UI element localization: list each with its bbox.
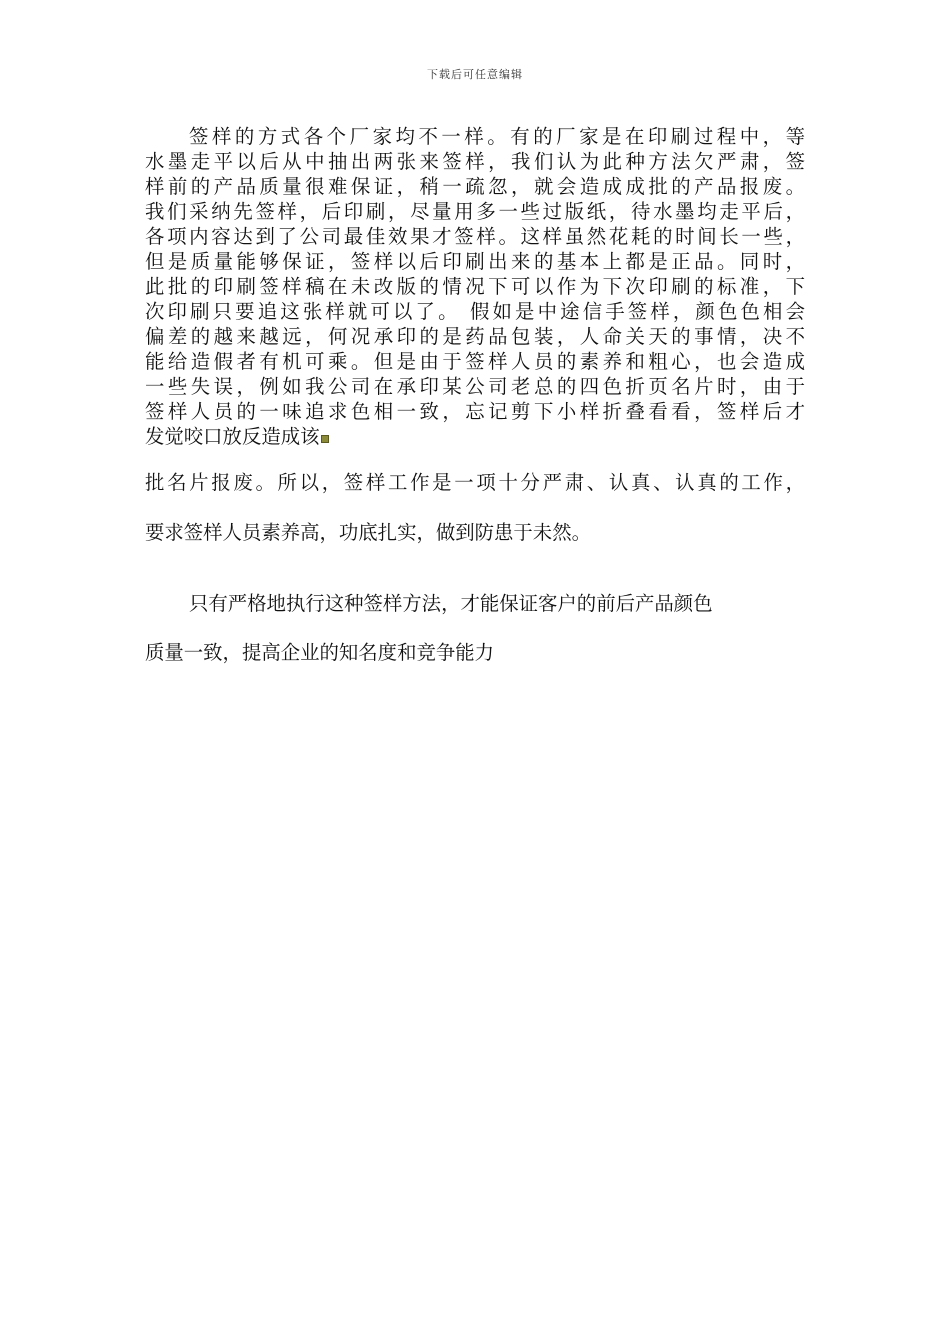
paragraph-line: 但是质量能够保证，签样以后印刷出来的基本上都是正品。同时，: [145, 250, 805, 273]
paragraph-line: 我们采纳先签样，后印刷，尽量用多一些过版纸，待水墨均走平后，: [145, 200, 805, 223]
paragraph-line-last: [145, 424, 805, 449]
paragraph-line: 签样的方式各个厂家均不一样。有的厂家是在印刷过程中，等: [189, 125, 805, 148]
paragraph-2-line-1: 只有严格地执行这种签样方法，才能保证客户的前后产品颜色: [189, 592, 713, 615]
paragraph-line: 此批的印刷签样稿在未改版的情况下可以作为下次印刷的标准，下: [145, 275, 805, 298]
paragraph-line: 一些失误，例如我公司在承印某公司老总的四色折页名片时，由于: [145, 375, 805, 398]
paragraph-line: 样前的产品质量很难保证，稍一疏忽，就会造成成批的产品报废。: [145, 175, 805, 198]
page-header: 下载后可任意编辑: [427, 68, 523, 81]
paragraph-line: 能给造假者有机可乘。但是由于签样人员的素养和粗心，也会造成: [145, 350, 805, 373]
paragraph-1: [145, 124, 805, 449]
anchor-mark-icon: [321, 435, 329, 443]
paragraph-line-text: 发觉咬口放反造成该: [145, 425, 320, 448]
paragraph-2-line-2: 质量一致，提高企业的知名度和竞争能力: [145, 641, 495, 664]
paragraph-line: 水墨走平以后从中抽出两张来签样，我们认为此种方法欠严肃，签: [145, 150, 805, 173]
paragraph-line: 各项内容达到了公司最佳效果才签样。这样虽然花耗的时间长一些，: [145, 225, 805, 248]
paragraph-continuation-line: 批名片报废。所以，签样工作是一项十分严肃、认真、认真的工作，: [145, 471, 805, 494]
paragraph-line: 偏差的越来越远，何况承印的是药品包装，人命关天的事情，决不: [145, 325, 805, 348]
paragraph-final-line: 要求签样人员素养高，功底扎实，做到防患于未然。: [145, 521, 591, 544]
paragraph-line: 次印刷只要追这张样就可以了。 假如是中途信手签样，颜色色相会: [145, 300, 805, 323]
paragraph-line: 签样人员的一味追求色相一致，忘记剪下小样折叠看看，签样后才: [145, 400, 805, 423]
